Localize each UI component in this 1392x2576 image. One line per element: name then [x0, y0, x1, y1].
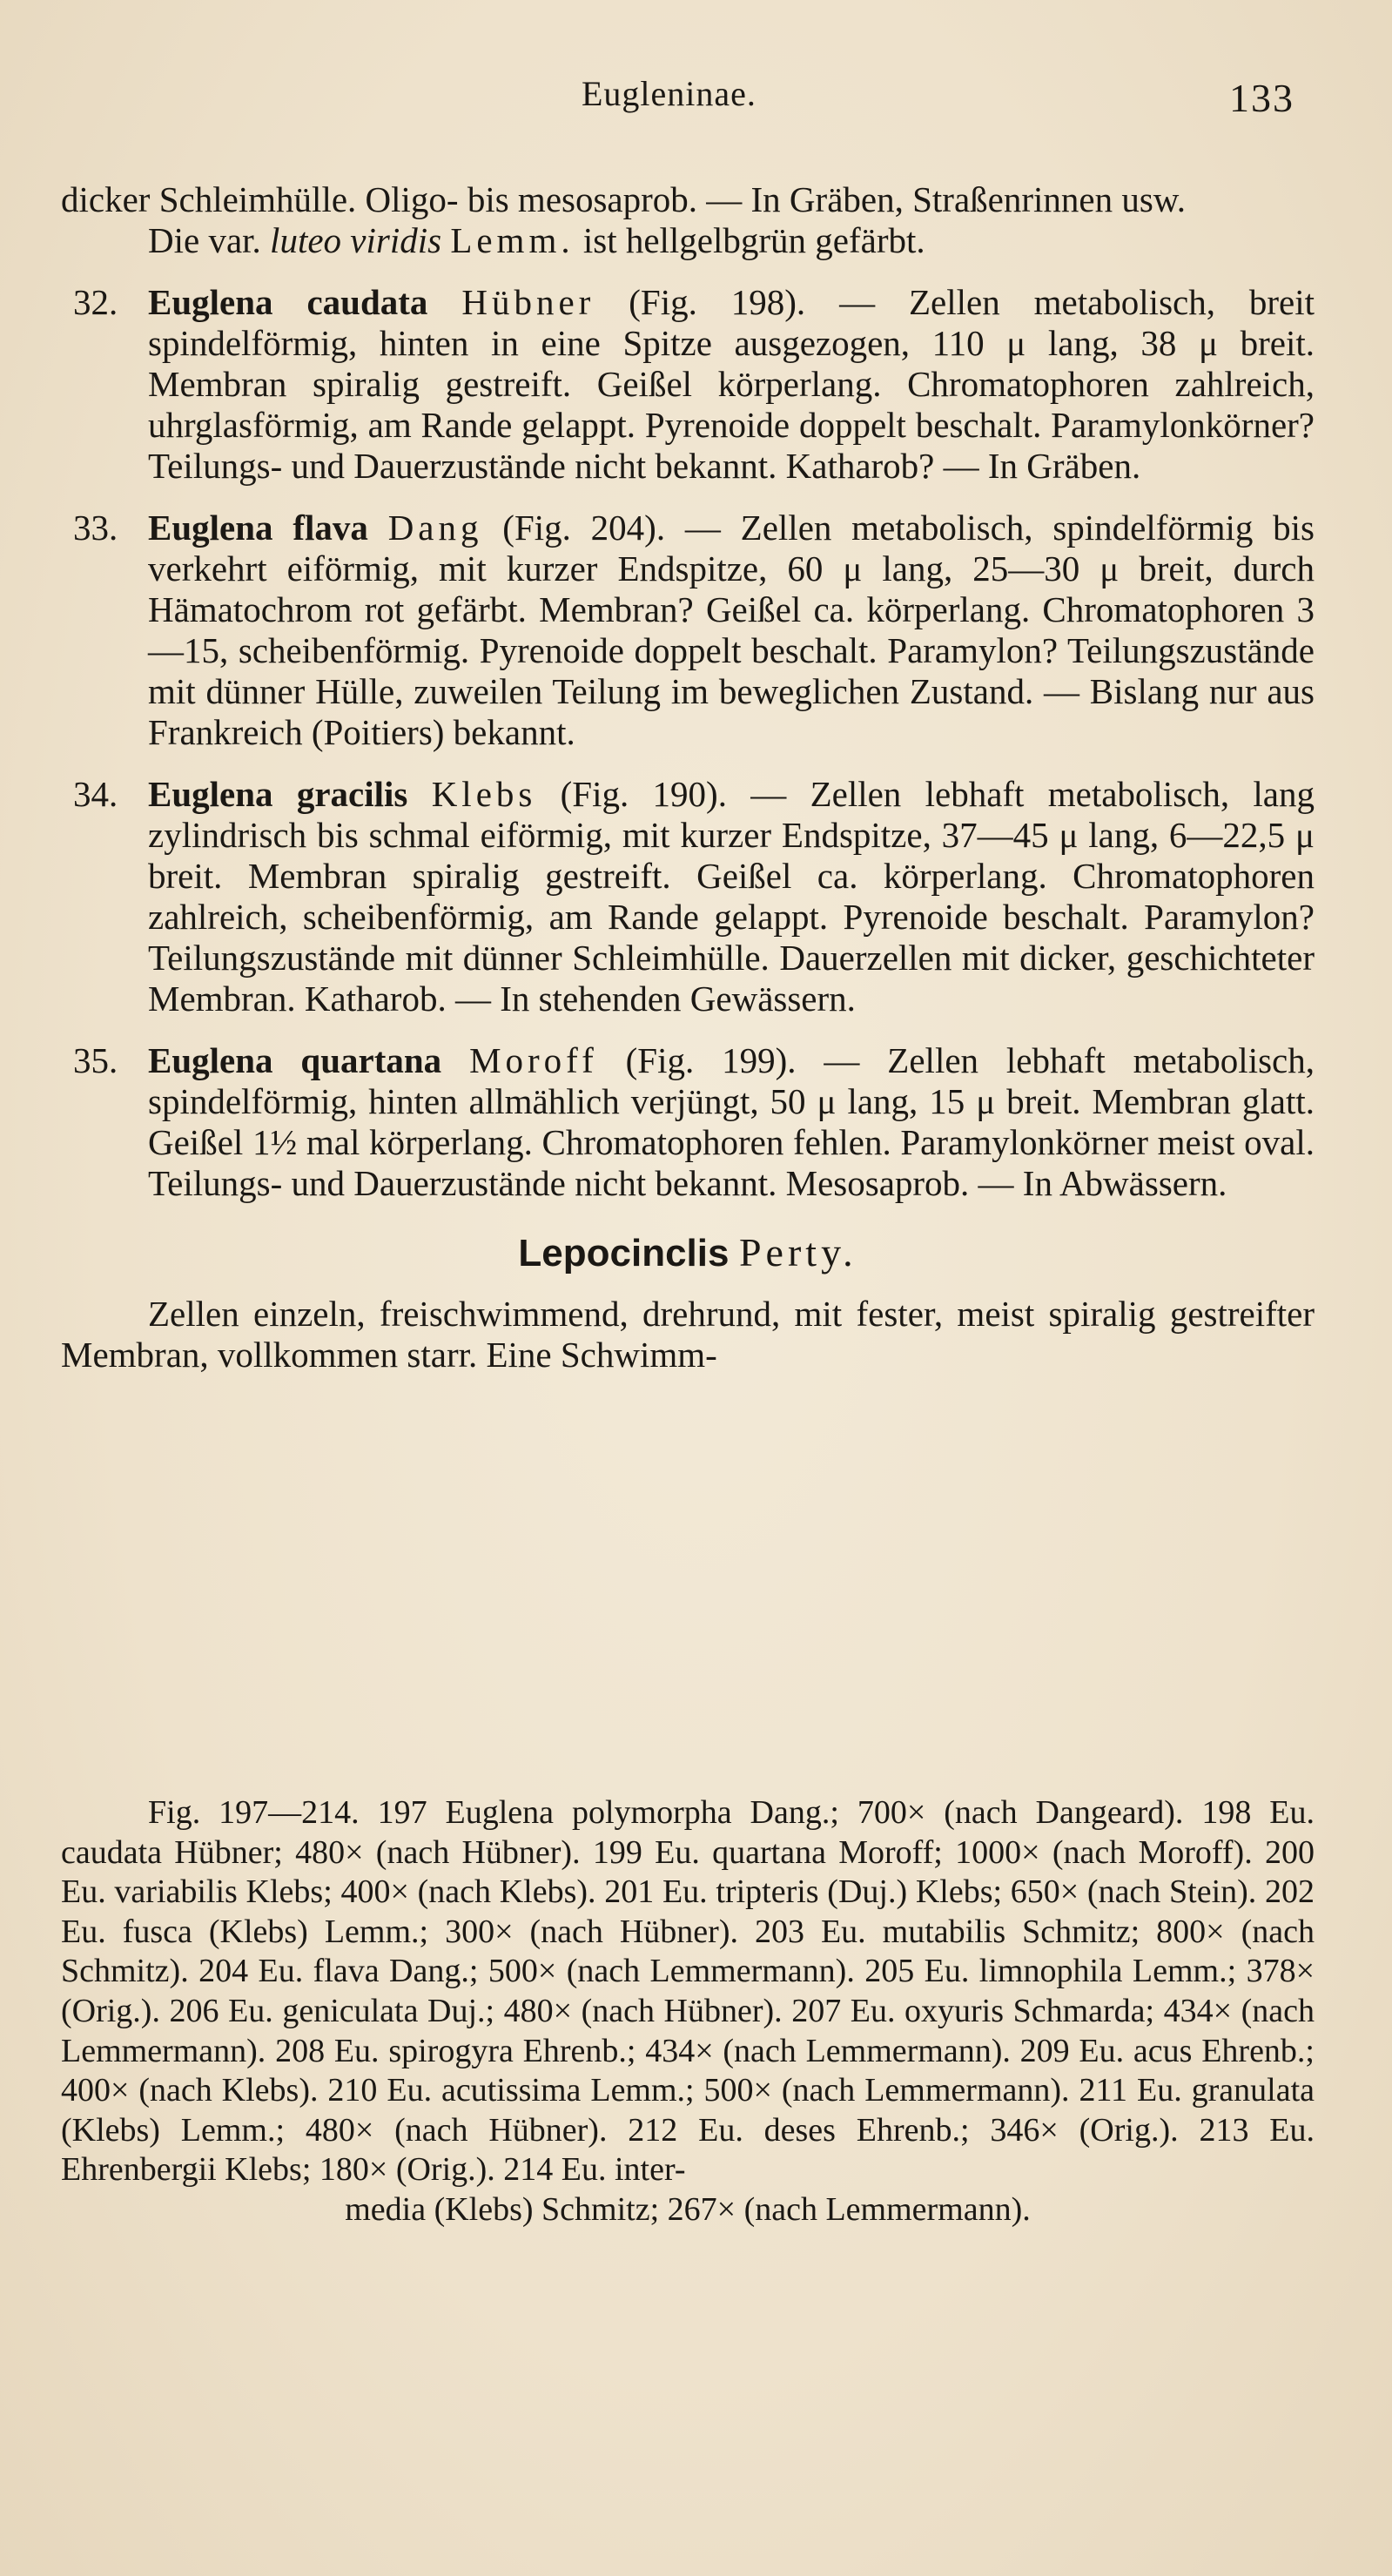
entry-number: 35. — [73, 1040, 118, 1080]
genus-description: Zellen einzeln, freischwimmend, drehrund, mit fester, meist spiralig gestreifter Membran, vollkommen starr. Eine Schwimm- — [61, 1294, 1315, 1375]
species-name: Euglena caudata — [148, 282, 428, 322]
intro-paragraph: dicker Schleimhülle. Oligo- bis mesosaprob. — In Gräben, Straßenrinnen usw. — [61, 179, 1186, 219]
variety-author: Lemm. — [450, 220, 575, 260]
species-description: (Fig. 204). — Zellen metabolisch, spindelförmig bis verkehrt eiförmig, mit kurzer Endspitze, 60 μ lang, 25—30 μ breit, durch Hämatochrom rot gefärbt. Membran? Geißel ca. körperlang. Chromatophoren 3—15, scheibenförmig. Pyrenoide doppelt beschalt. Paramylon? Teilungszustände mit dünner Hülle, zuweilen Teilung im beweglichen Zustand. — Bislang nur aus Frankreich (Poitiers) bekannt. — [148, 508, 1315, 752]
species-author: Hübner — [461, 282, 595, 322]
entry-number: 34. — [73, 774, 118, 814]
species-description: (Fig. 190). — Zellen lebhaft metabolisch, lang zylindrisch bis schmal eiförmig, mit kurzer Endspitze, 37—45 μ lang, 6—22,5 μ breit. Membran spiralig gestreift. Geißel ca. körperlang. Chromatophoren zahlreich, scheibenförmig, am Rande gelappt. Pyrenoide beschalt. Paramylon? Teilungszustände mit dünner Schleimhülle. Dauerzellen mit dicker, geschichteter Membran. Katharob. — In stehenden Gewässern. — [148, 774, 1315, 1019]
caption-last-line: media (Klebs) Schmitz; 267× (nach Lemmermann). — [345, 2190, 1031, 2228]
species-author: Dang — [387, 508, 483, 548]
figure-caption — [61, 1793, 1315, 2230]
species-name: Euglena gracilis — [148, 774, 408, 814]
species-entry-32 — [61, 282, 1315, 487]
species-entry-33 — [61, 508, 1315, 753]
genus-author: Perty. — [738, 1230, 857, 1275]
species-description: (Fig. 198). — Zellen metabolisch, breit spindelförmig, hinten in eine Spitze ausgezogen, 110 μ lang, 38 μ breit. Membran spiralig gestreift. Geißel körperlang. Chromatophoren zahlreich, uhrglasförmig, am Rande gelappt. Pyrenoide doppelt beschalt. Paramylonkörner? Teilungs- und Dauerzustände nicht bekannt. Katharob? — In Gräben. — [148, 282, 1315, 486]
caption-main: Fig. 197—214. 197 Euglena polymorpha Dang.; 700× (nach Dangeard). 198 Eu. caudata Hübner; 480× (nach Hübner). 199 Eu. quartana Moroff; 1000× (nach Moroff). 200 Eu. variabilis Klebs; 400× (nach Klebs). 201 Eu. tripteris (Duj.) Klebs; 650× (nach Stein). 202 Eu. fusca (Klebs) Lemm.; 300× (nach Hübner). 203 Eu. mutabilis Schmitz; 800× (nach Schmitz). 204 Eu. flava Dang.; 500× (nach Lemmermann). 205 Eu. limnophila Lemm.; 378× (Orig.). 206 Eu. geniculata Duj.; 480× (nach Hübner). 207 Eu. oxyuris Schmarda; 434× (nach Lemmermann). 208 Eu. spirogyra Ehrenb.; 434× (nach Lemmermann). 209 Eu. acus Ehrenb.; 400× (nach Klebs). 210 Eu. acutissima Lemm.; 500× (nach Lemmermann). 211 Eu. granulata (Klebs) Lemm.; 480× (nach Hübner). 212 Eu. deses Ehrenb.; 346× (Orig.). 213 Eu. Ehrenbergii Klebs; 180× (Orig.). 214 Eu. inter- — [61, 1794, 1315, 2189]
page-number: 133 — [1229, 76, 1294, 120]
entry-number: 32. — [73, 282, 118, 322]
species-name: Euglena flava — [148, 508, 368, 548]
genus-name: Lepocinclis — [518, 1232, 730, 1275]
variety-note — [61, 220, 1315, 261]
entry-number: 33. — [73, 508, 118, 548]
running-title: Eugleninae. — [582, 74, 757, 113]
species-entry-34 — [61, 774, 1315, 1019]
species-author: Klebs — [431, 774, 537, 814]
variety-name: luteo viridis — [270, 220, 442, 260]
species-description: (Fig. 199). — Zellen lebhaft metabolisch, spindelförmig, hinten allmählich verjüngt, 50 μ lang, 15 μ breit. Membran glatt. Geißel 1½ mal körperlang. Chromatophoren fehlen. Paramylonkörner meist oval. Teilungs- und Dauerzustände nicht bekannt. Mesosaprob. — In Abwässern. — [148, 1040, 1315, 1203]
species-name: Euglena quartana — [148, 1040, 442, 1080]
running-header — [0, 73, 1392, 125]
species-author: Moroff — [469, 1040, 598, 1080]
variety-prefix: Die var. — [148, 220, 261, 260]
variety-text: ist hellgelbgrün gefärbt. — [582, 220, 925, 260]
genus-heading — [61, 1228, 1315, 1278]
species-entry-35 — [61, 1040, 1315, 1204]
main-text — [61, 179, 1315, 1375]
